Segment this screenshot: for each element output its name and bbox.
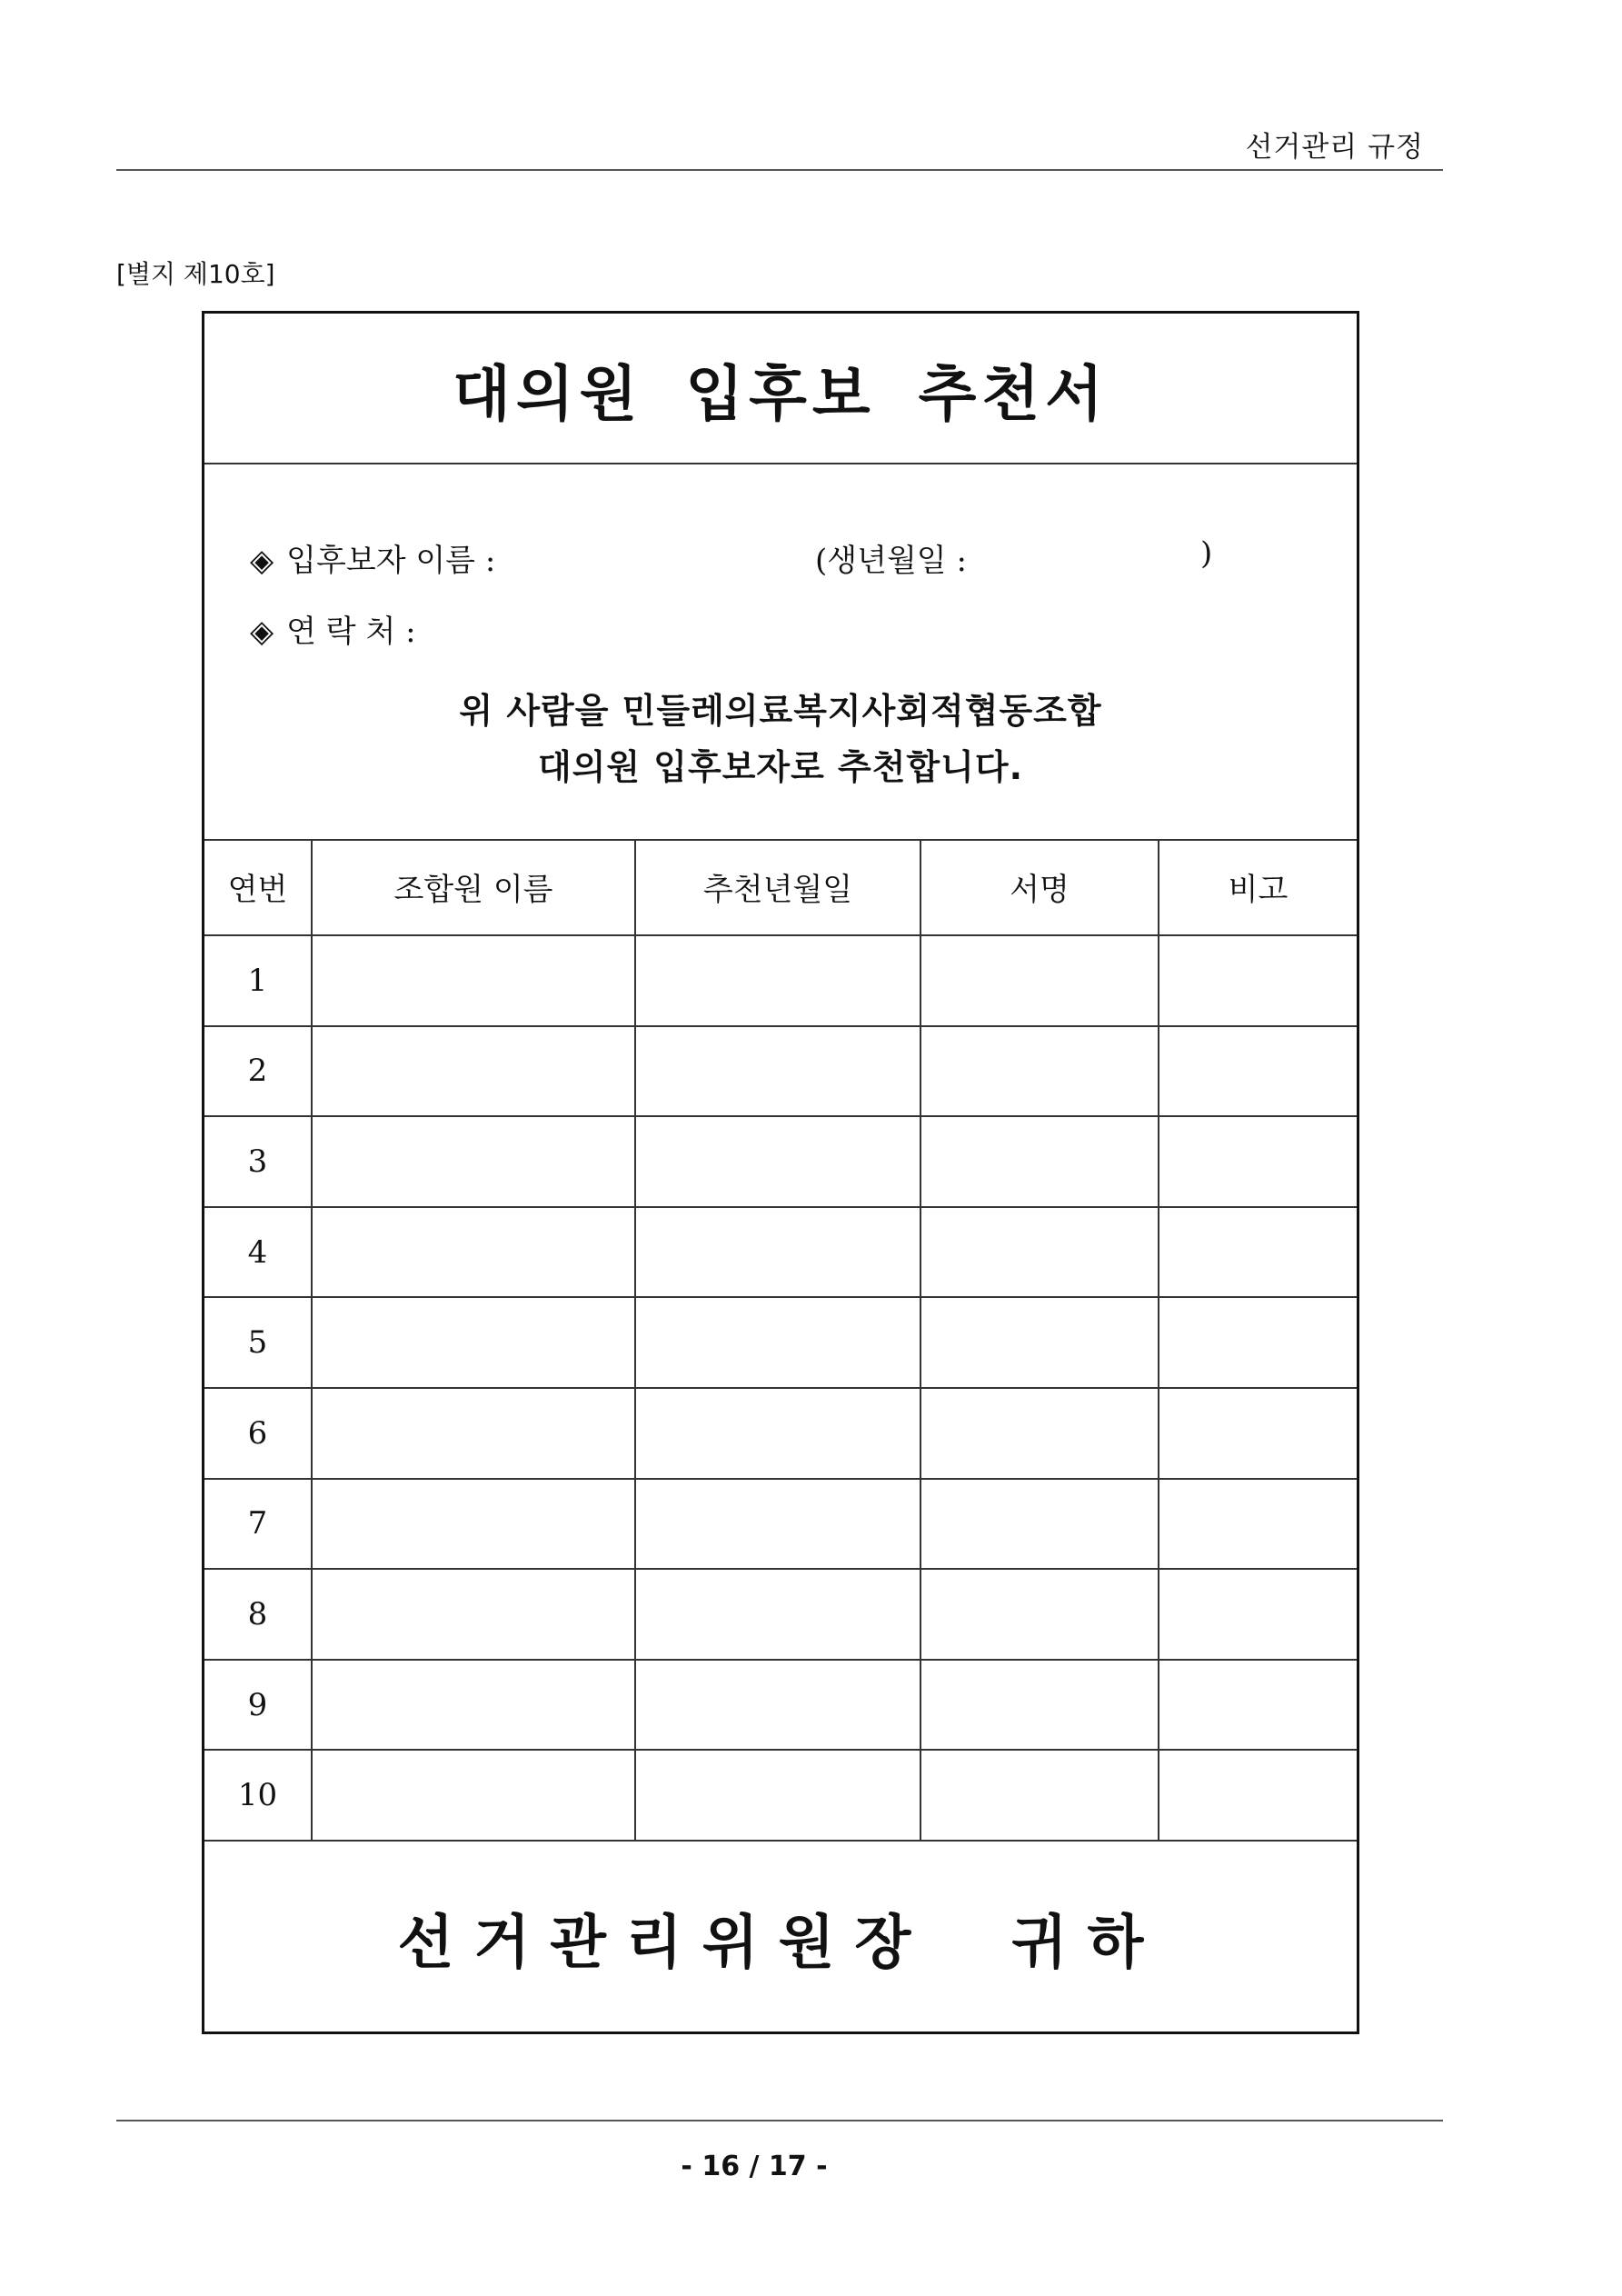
row-number: 3 — [204, 1116, 312, 1207]
signature-cell[interactable] — [920, 935, 1159, 1026]
row-number: 1 — [204, 935, 312, 1026]
remarks-cell[interactable] — [1159, 1569, 1357, 1660]
footer-rule — [116, 2120, 1443, 2121]
signature-cell[interactable] — [920, 1660, 1159, 1751]
page-number: - 16 / 17 - — [681, 2151, 828, 2182]
table-row — [204, 1116, 1357, 1207]
member-name-cell[interactable] — [312, 935, 635, 1026]
recommend-date-cell[interactable] — [635, 935, 920, 1026]
row-number: 8 — [204, 1569, 312, 1660]
table-row — [204, 1388, 1357, 1479]
member-name-cell[interactable] — [312, 1388, 635, 1479]
signature-cell[interactable] — [920, 1388, 1159, 1479]
recommend-date-cell[interactable] — [635, 1569, 920, 1660]
recommend-date-cell[interactable] — [635, 1116, 920, 1207]
remarks-cell[interactable] — [1159, 1479, 1357, 1570]
column-header: 비고 — [1159, 839, 1357, 935]
form-title-box — [204, 314, 1357, 464]
candidate-name-line — [250, 535, 495, 580]
table-header-row — [204, 839, 1357, 935]
member-name-cell[interactable] — [312, 1207, 635, 1298]
recommend-date-cell[interactable] — [635, 1026, 920, 1117]
recommend-date-cell[interactable] — [635, 1479, 920, 1570]
remarks-cell[interactable] — [1159, 1297, 1357, 1388]
recommend-date-cell[interactable] — [635, 1297, 920, 1388]
form-title: 대의원 입후보 추천서 — [453, 358, 1109, 429]
signature-cell[interactable] — [920, 1750, 1159, 1841]
recommender-table — [204, 839, 1357, 1842]
remarks-cell[interactable] — [1159, 1207, 1357, 1298]
table-row — [204, 1479, 1357, 1570]
table-row — [204, 1207, 1357, 1298]
remarks-cell[interactable] — [1159, 1660, 1357, 1751]
recommend-date-cell[interactable] — [635, 1660, 920, 1751]
member-name-cell[interactable] — [312, 1116, 635, 1207]
contact-label: 연 락 처 : — [286, 614, 416, 650]
candidate-name-label: 입후보자 이름 : — [286, 543, 496, 579]
signature-cell[interactable] — [920, 1569, 1159, 1660]
signature-cell[interactable] — [920, 1116, 1159, 1207]
table-row — [204, 1297, 1357, 1388]
signature-cell[interactable] — [920, 1026, 1159, 1117]
table-row — [204, 1750, 1357, 1841]
contact-line — [250, 606, 416, 651]
table-row — [204, 1026, 1357, 1117]
signature-cell[interactable] — [920, 1297, 1159, 1388]
recommendation-form — [202, 311, 1359, 2034]
remarks-cell[interactable] — [1159, 1116, 1357, 1207]
header-rule — [116, 169, 1443, 171]
remarks-cell[interactable] — [1159, 1750, 1357, 1841]
member-name-cell[interactable] — [312, 1569, 635, 1660]
addressee-box — [204, 1844, 1357, 2031]
row-number: 4 — [204, 1207, 312, 1298]
member-name-cell[interactable] — [312, 1479, 635, 1570]
row-number: 6 — [204, 1388, 312, 1479]
table-row — [204, 1569, 1357, 1660]
remarks-cell[interactable] — [1159, 1388, 1357, 1479]
running-header: 선거관리 규정 — [1245, 131, 1424, 164]
member-name-cell[interactable] — [312, 1750, 635, 1841]
recommend-date-cell[interactable] — [635, 1207, 920, 1298]
row-number: 2 — [204, 1026, 312, 1117]
recommend-date-cell[interactable] — [635, 1388, 920, 1479]
signature-cell[interactable] — [920, 1479, 1159, 1570]
member-name-cell[interactable] — [312, 1026, 635, 1117]
statement-line-2: 대의원 입후보자로 추천합니다. — [537, 747, 1024, 787]
column-header: 추천년월일 — [635, 839, 920, 935]
birthdate-label: (생년월일 : — [815, 543, 967, 579]
row-number: 9 — [204, 1660, 312, 1751]
row-number: 10 — [204, 1750, 312, 1841]
column-header: 연번 — [204, 839, 312, 935]
row-number: 7 — [204, 1479, 312, 1570]
member-name-cell[interactable] — [312, 1660, 635, 1751]
form-label: [별지 제10호] — [116, 259, 275, 289]
remarks-cell[interactable] — [1159, 1026, 1357, 1117]
diamond-bullet-icon: ◈ — [250, 614, 274, 650]
birthdate-close: ) — [1200, 535, 1213, 572]
diamond-bullet-icon: ◈ — [250, 543, 274, 579]
table-row — [204, 935, 1357, 1026]
recommend-date-cell[interactable] — [635, 1750, 920, 1841]
column-header: 조합원 이름 — [312, 839, 635, 935]
remarks-cell[interactable] — [1159, 935, 1357, 1026]
candidate-info-box — [204, 463, 1357, 841]
table-row — [204, 1660, 1357, 1751]
member-name-cell[interactable] — [312, 1297, 635, 1388]
addressee-text: 선거관리위원장 귀하 — [397, 1910, 1164, 1977]
column-header: 서명 — [920, 839, 1159, 935]
row-number: 5 — [204, 1297, 312, 1388]
statement-line-1: 위 사람을 민들레의료복지사회적협동조합 — [459, 691, 1102, 731]
signature-cell[interactable] — [920, 1207, 1159, 1298]
